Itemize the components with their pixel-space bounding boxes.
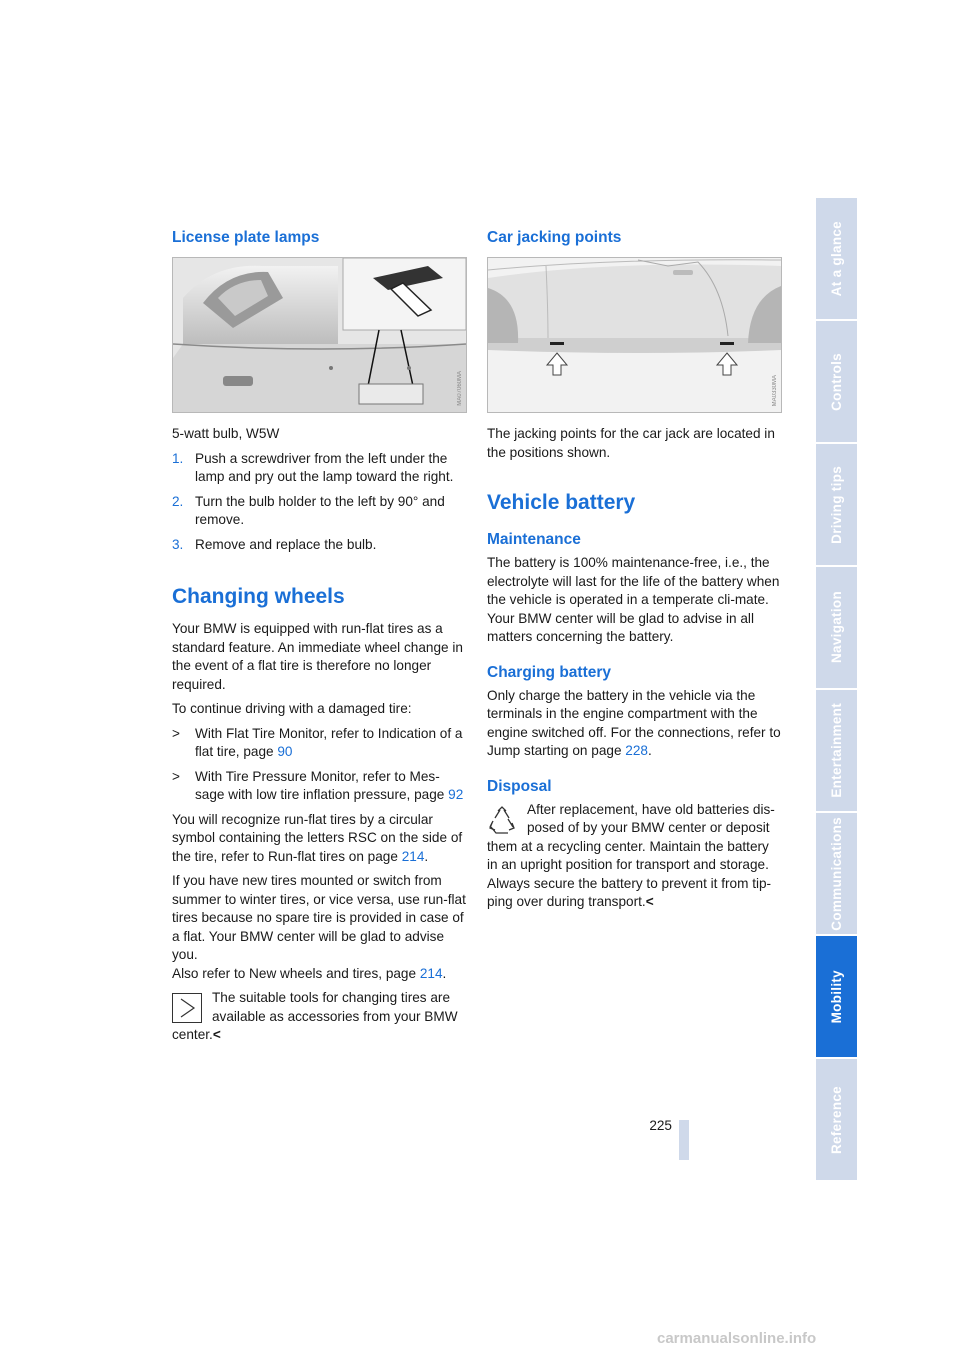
recycle-icon	[487, 805, 517, 835]
wheels-paragraph: You will recognize run-flat tires by a circular symbol containing the letters RSC on the side of the tire, refer to Run-flat tires on page 214.	[172, 811, 463, 864]
wheels-paragraph: To continue driving with a damaged tire:	[172, 701, 412, 716]
tire-monitor-list	[172, 725, 467, 805]
step-item: 3. Remove and replace the bulb.	[172, 536, 377, 552]
page-number: 225	[649, 1118, 672, 1133]
jacking-text: The jacking points for the car jack are located in the positions shown.	[487, 426, 775, 460]
figure-code: MA07060MA	[457, 371, 463, 406]
page-link[interactable]: 90	[277, 744, 293, 759]
charging-battery-heading: Charging battery	[487, 663, 612, 681]
list-item: > With Flat Tire Monitor, refer to Indication of a flat tire, page 90	[172, 725, 463, 759]
page-link[interactable]: 214	[401, 848, 425, 864]
page-link[interactable]: 228	[625, 743, 648, 758]
tab-entertainment[interactable]: Entertainment	[816, 690, 857, 813]
tab-navigation[interactable]: Navigation	[816, 567, 857, 690]
disposal-heading: Disposal	[487, 777, 552, 795]
tools-note: The suitable tools for changing tires are available as accessories from your BMW center.<	[172, 990, 458, 1042]
tab-communications[interactable]: Communications	[816, 813, 857, 936]
maintenance-paragraph: The battery is 100% maintenance-free, i.e., the electrolyte will last for the life of the battery when the vehicle is operated in a temperate cli-mate.	[487, 555, 780, 607]
vehicle-battery-heading: Vehicle battery	[487, 491, 636, 514]
license-plate-illustration	[173, 258, 466, 412]
maintenance-paragraph: Your BMW center will be glad to advise in all matters concerning the battery.	[487, 610, 754, 644]
note-icon	[172, 993, 202, 1023]
jacking-points-illustration	[488, 258, 781, 412]
license-plate-figure	[172, 257, 467, 413]
wheels-paragraph: If you have new tires mounted or switch from summer to winter tires, or vice versa, use run-flat tires because no spare tire is provided in case of a flat. Your BMW center will be glad to advise you.	[172, 873, 466, 962]
tab-reference[interactable]: Reference	[816, 1059, 857, 1182]
step-item: 2. Turn the bulb holder to the left by 90° and remove.	[172, 493, 445, 527]
page-link[interactable]: 92	[448, 787, 464, 802]
tab-mobility[interactable]: Mobility	[816, 936, 857, 1059]
charging-paragraph: Only charge the battery in the vehicle via the terminals in the engine compartment with the engine switched off. For the connections, refer to Jump starting on page 228.	[487, 687, 781, 758]
chapter-sidebar	[816, 198, 857, 1182]
tab-controls[interactable]: Controls	[816, 321, 857, 444]
wheels-paragraph: Your BMW is equipped with run-flat tires as a standard feature. An immediate wheel change in the event of a flat tire is therefore no longer required.	[172, 621, 463, 692]
changing-wheels-heading: Changing wheels	[172, 585, 345, 608]
license-plate-steps	[172, 450, 467, 555]
tab-driving-tips[interactable]: Driving tips	[816, 444, 857, 567]
page-number-bar	[679, 1120, 689, 1160]
jacking-points-figure	[487, 257, 782, 413]
bulb-spec: 5-watt bulb, W5W	[172, 426, 280, 441]
disposal-note: After replacement, have old batteries dis-posed of by your BMW center or deposit them at a recycling center. Maintain the battery in an upright position for transport and storage. Always secure the battery to prevent it from tip-ping over during transport.<	[487, 801, 775, 909]
wheels-paragraph: Also refer to New wheels and tires, page 214.	[172, 965, 447, 981]
right-column	[487, 228, 782, 912]
watermark: carmanualsonline.info	[657, 1330, 817, 1347]
step-item: 1. Push a screwdriver from the left under the lamp and pry out the lamp toward the right.	[172, 450, 454, 484]
figure-code: MA0330MA	[772, 374, 778, 406]
license-plate-heading: License plate lamps	[172, 229, 320, 246]
car-jacking-heading: Car jacking points	[487, 229, 622, 246]
tab-at-a-glance[interactable]: At a glance	[816, 198, 857, 321]
maintenance-heading: Maintenance	[487, 531, 581, 548]
page-link[interactable]: 214	[419, 965, 443, 981]
list-item: > With Tire Pressure Monitor, refer to Mes-sage with low tire inflation pressure, page 92	[172, 768, 464, 802]
left-column	[172, 228, 467, 1045]
